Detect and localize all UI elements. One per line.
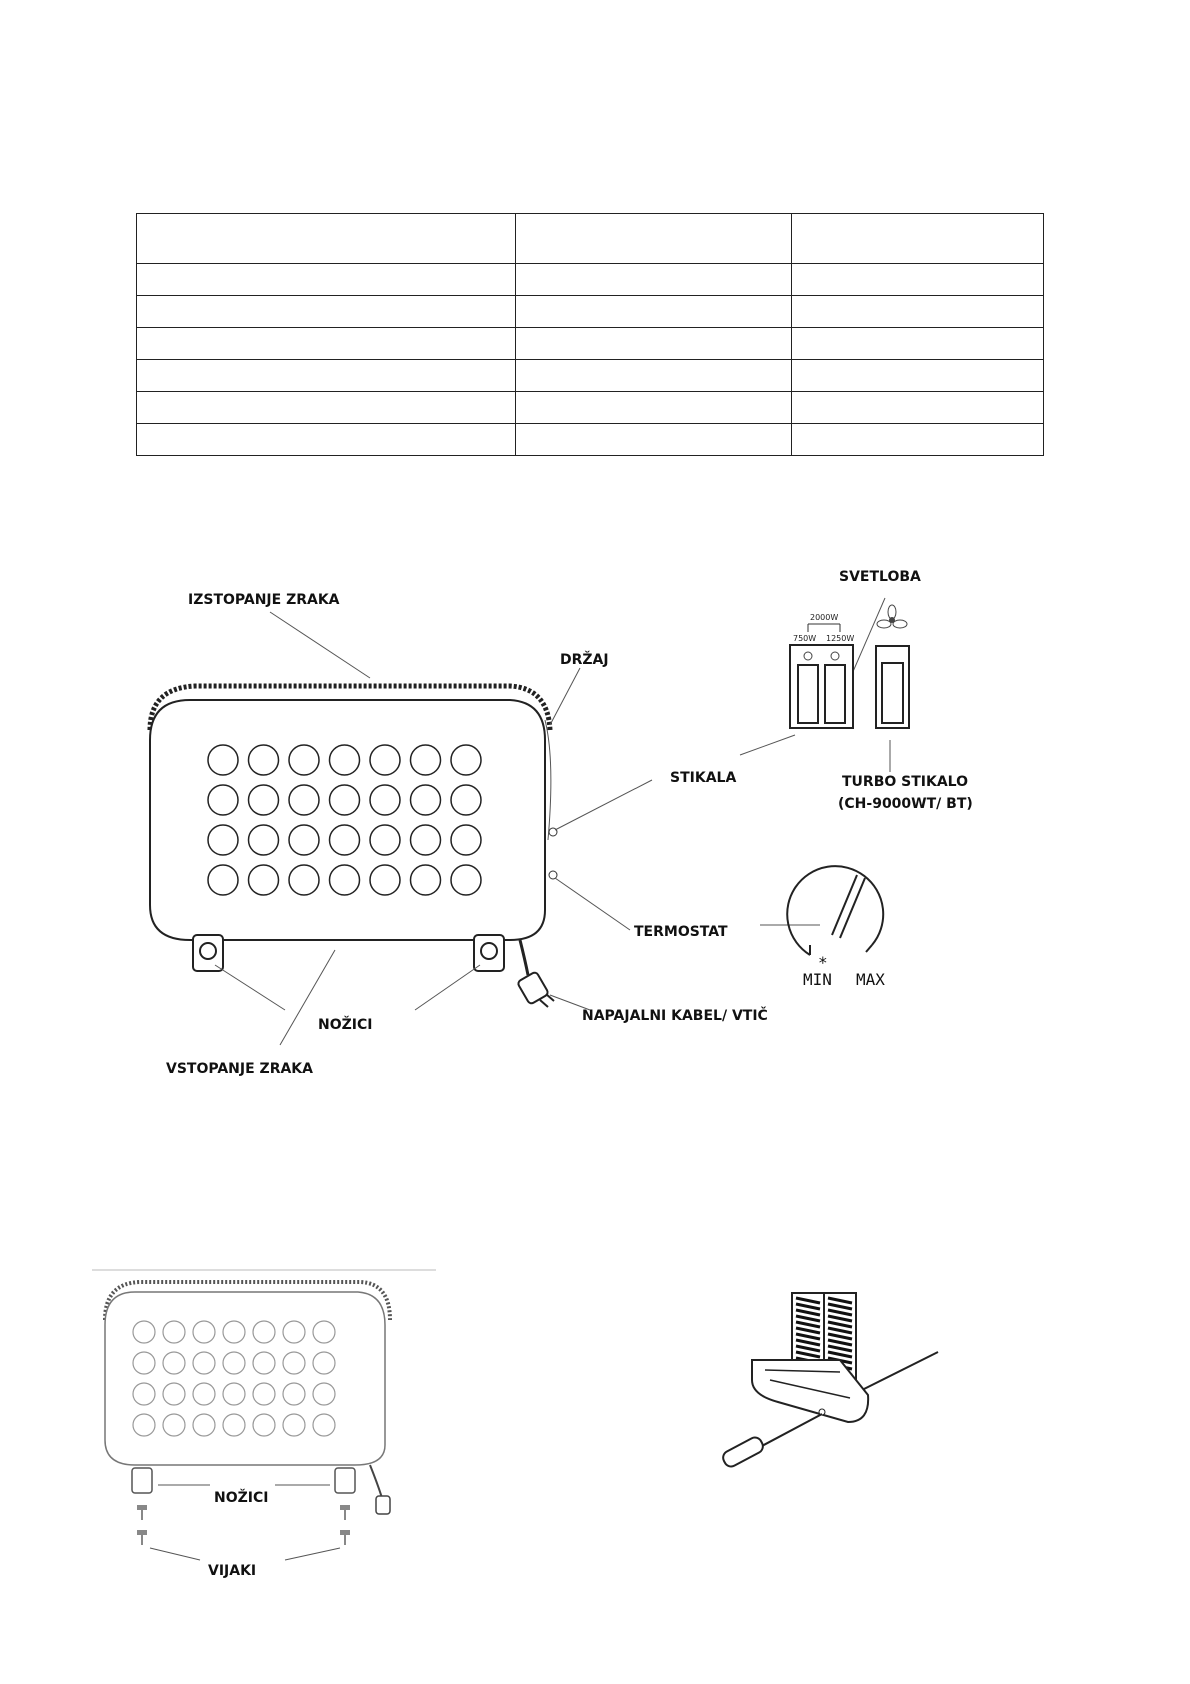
- label-feet: NOŽICI: [318, 1017, 373, 1033]
- label-thermostat: TERMOSTAT: [634, 924, 728, 940]
- grille-hole: [208, 825, 238, 855]
- grille-hole: [133, 1383, 155, 1405]
- heater-front-view: [150, 686, 557, 1007]
- grille-hole: [163, 1352, 185, 1374]
- switch-1250w: [825, 665, 845, 723]
- dial-min-label: MIN: [803, 970, 832, 989]
- screw-icon: [137, 1505, 350, 1545]
- grille-hole: [193, 1383, 215, 1405]
- power-high-label: 1250W: [826, 634, 855, 643]
- label-air-out: IZSTOPANJE ZRAKA: [188, 592, 340, 608]
- grille-hole: [370, 825, 400, 855]
- grille-hole: [133, 1414, 155, 1436]
- grille-hole: [253, 1414, 275, 1436]
- grille-hole: [289, 865, 319, 895]
- grille-hole: [451, 825, 481, 855]
- plug-icon: [376, 1496, 390, 1514]
- grille-hole: [451, 745, 481, 775]
- grille-hole: [223, 1383, 245, 1405]
- grille-hole: [289, 825, 319, 855]
- grille-hole: [223, 1414, 245, 1436]
- grille-hole: [249, 785, 279, 815]
- frost-symbol: *: [818, 953, 828, 972]
- screwdriver-icon: [721, 1414, 822, 1469]
- grille-hole: [223, 1321, 245, 1343]
- grille-hole: [313, 1352, 335, 1374]
- grille-hole: [163, 1414, 185, 1436]
- thermostat-dial: [787, 866, 885, 989]
- indicator-light-icon: [804, 652, 812, 660]
- dial-max-label: MAX: [856, 970, 885, 989]
- indicator-light-icon: [831, 652, 839, 660]
- grille-hole: [193, 1321, 215, 1343]
- label-feet-2: NOŽICI: [214, 1490, 269, 1506]
- grille-hole: [313, 1321, 335, 1343]
- grille-hole: [208, 745, 238, 775]
- grille-hole: [253, 1321, 275, 1343]
- turbo-switch: [882, 663, 903, 723]
- grille-hole: [193, 1414, 215, 1436]
- label-turbo-switch: TURBO STIKALO: [842, 774, 968, 790]
- grille-hole: [249, 865, 279, 895]
- grille-hole: [249, 825, 279, 855]
- label-air-in: VSTOPANJE ZRAKA: [166, 1061, 313, 1077]
- grille-hole: [370, 785, 400, 815]
- grille-hole: [283, 1414, 305, 1436]
- grille-hole: [133, 1321, 155, 1343]
- grille-hole: [289, 745, 319, 775]
- switch-panel: [790, 605, 909, 728]
- grille-hole: [313, 1383, 335, 1405]
- heater-mounting-view: [92, 1270, 436, 1560]
- label-power-cable: NAPAJALNI KABEL/ VTIČ: [582, 1008, 768, 1024]
- label-handle: DRŽAJ: [560, 652, 609, 668]
- grille-hole: [208, 785, 238, 815]
- grille-hole: [283, 1383, 305, 1405]
- power-total-label: 2000W: [810, 613, 839, 622]
- grille-hole: [330, 785, 360, 815]
- grille-hole: [163, 1321, 185, 1343]
- switch-750w: [798, 665, 818, 723]
- grille-hole: [370, 865, 400, 895]
- grille-hole: [223, 1352, 245, 1374]
- foot-left-icon: [132, 1468, 152, 1493]
- label-light: SVETLOBA: [839, 569, 921, 585]
- foot-right-icon: [335, 1468, 355, 1493]
- grille-hole: [411, 865, 441, 895]
- grille-hole: [313, 1414, 335, 1436]
- grille-hole: [193, 1352, 215, 1374]
- foot-left-icon: [193, 935, 223, 971]
- label-switches: STIKALA: [670, 770, 737, 786]
- power-low-label: 750W: [793, 634, 817, 643]
- grille-hole: [253, 1352, 275, 1374]
- grille-hole: [330, 865, 360, 895]
- label-screws: VIJAKI: [208, 1563, 257, 1579]
- grille-hole: [283, 1352, 305, 1374]
- grille-hole: [133, 1352, 155, 1374]
- grille-hole: [411, 745, 441, 775]
- grille-hole: [330, 745, 360, 775]
- grille-hole: [370, 745, 400, 775]
- grille-hole: [451, 785, 481, 815]
- foot-screw-detail: [721, 1293, 938, 1469]
- grille-hole: [283, 1321, 305, 1343]
- label-turbo-model: (CH-9000WT/ BT): [838, 796, 973, 812]
- grille-hole: [289, 785, 319, 815]
- grille-hole: [411, 825, 441, 855]
- fan-icon: [877, 605, 907, 628]
- grille-hole: [208, 865, 238, 895]
- grille-hole: [163, 1383, 185, 1405]
- grille-hole: [451, 865, 481, 895]
- grille-hole: [411, 785, 441, 815]
- grille-hole: [253, 1383, 275, 1405]
- grille-hole: [330, 825, 360, 855]
- grille-hole: [249, 745, 279, 775]
- plug-icon: [517, 971, 554, 1007]
